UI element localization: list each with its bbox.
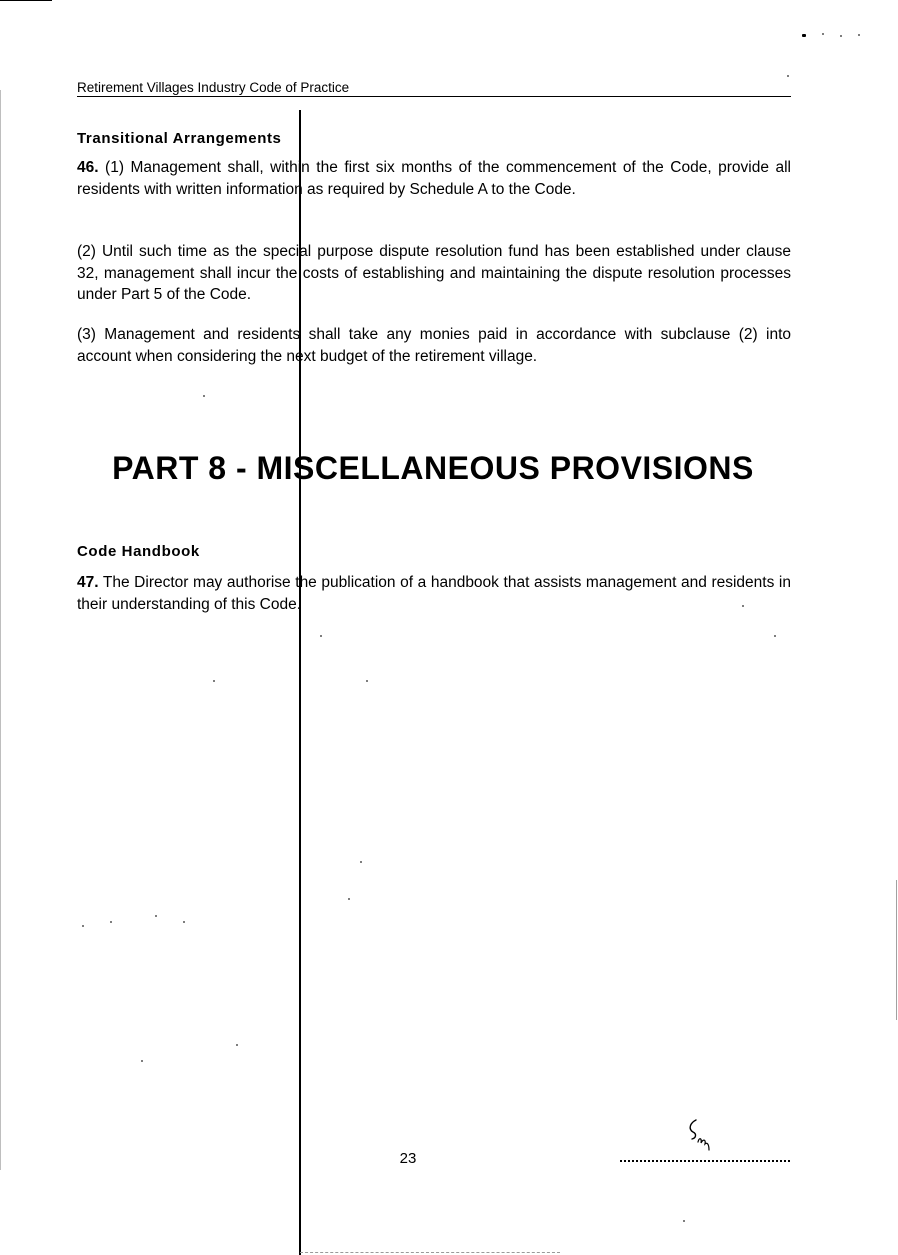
scan-speck: [203, 395, 205, 397]
scan-speck: [110, 921, 112, 923]
scan-bottom-dash: [300, 1252, 560, 1253]
section-heading-transitional: Transitional Arrangements: [77, 130, 282, 147]
clause-47: [77, 572, 791, 615]
scan-speck: [141, 1060, 143, 1062]
scan-speck: [840, 35, 842, 37]
clause-46-subclause-3: (3) Management and residents shall take any monies paid in accordance with subclause (2) into account when considering the next budget of the retirement village.: [77, 326, 791, 365]
clause-number: 46.: [77, 159, 99, 176]
scan-speck: [155, 915, 157, 917]
scan-left-edge: [0, 90, 1, 1170]
scan-speck: [774, 635, 776, 637]
scan-speck: [360, 861, 362, 863]
scan-speck: [822, 33, 824, 35]
scan-speck: [320, 635, 322, 637]
scan-speck: [366, 680, 368, 682]
clause-text: The Director may authorise the publication of a handbook that assists management and residents in their understanding of this Code.: [77, 574, 791, 613]
running-header: Retirement Villages Industry Code of Practice: [77, 80, 350, 95]
header-rule: [77, 96, 791, 97]
part-title: PART 8 - MISCELLANEOUS PROVISIONS: [112, 450, 754, 486]
page-number: 23: [399, 1150, 417, 1167]
scan-speck: [802, 34, 806, 37]
section-heading-handbook: Code Handbook: [77, 543, 200, 560]
scan-speck: [213, 680, 215, 682]
handwritten-initials-icon: [682, 1117, 716, 1151]
scan-speck: [183, 921, 185, 923]
scan-edge-line: [0, 0, 52, 1]
initials-line: [620, 1160, 790, 1162]
clause-number: 47.: [77, 574, 99, 591]
scan-right-edge: [896, 880, 897, 1020]
clause-46-subclause-1: [77, 157, 791, 200]
clause-46-subclause-2: (2) Until such time as the special purpose dispute resolution fund has been established under clause 32, management shall incur the costs of establishing and maintaining the dispute resolution processes under Part 5 of the Code.: [77, 243, 791, 303]
clause-text: (1) Management shall, within the first six months of the commencement of the Code, provide all residents with written information as required by Schedule A to the Code.: [77, 159, 791, 198]
scan-speck: [858, 34, 860, 36]
scan-speck: [787, 75, 789, 77]
scan-speck: [236, 1044, 238, 1046]
scan-speck: [348, 898, 350, 900]
scan-speck: [82, 925, 84, 927]
scan-speck: [683, 1220, 685, 1222]
